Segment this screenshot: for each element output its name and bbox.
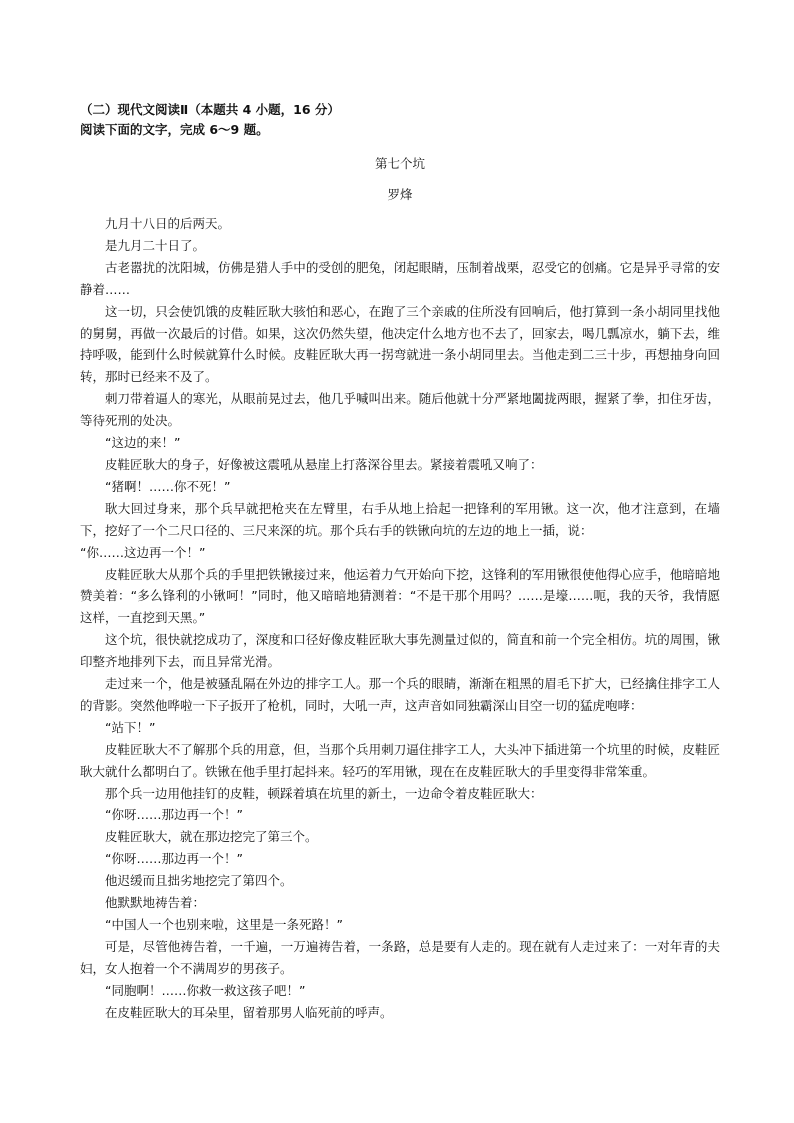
paragraph: 皮鞋匠耿大的身子，好像被这震吼从悬崖上打落深谷里去。紧接着震吼又响了： (105, 456, 543, 472)
paragraph: “你呀……那边再一个！” (105, 851, 243, 867)
instruction-line: 阅读下面的文字，完成 6～9 题。 (80, 122, 269, 137)
paragraph: 皮鞋匠耿大，就在那边挖完了第三个。 (105, 829, 318, 845)
paragraph: 皮鞋匠耿大从那个兵的手里把铁锹接过来，他运着力气开始向下挖，这锋利的军用锹很使他得心应手，他暗暗地赞美着：“多么锋利的小锹呵！”同时，他又暗暗地猜测着：“不是干那个用吗？……是壕……呃，我的天爷，我情愿这样，一直挖到天黑。” (80, 566, 720, 626)
article-author: 罗烽 (387, 187, 413, 202)
paragraph: 古老嚣扰的沈阳城，仿佛是猎人手中的受创的肥兔，闭起眼睛，压制着战栗，忍受它的创痛。它是异乎寻常的安静着…… (80, 259, 720, 297)
document-page (80, 100, 720, 1024)
paragraph: “站下！” (105, 719, 156, 735)
article-title: 第七个坑 (374, 156, 425, 171)
paragraph: 是九月二十日了。 (105, 237, 206, 253)
paragraph: 在皮鞋匠耿大的耳朵里，留着那男人临死前的呼声。 (105, 1004, 393, 1020)
paragraph: 可是，尽管他祷告着，一千遍，一万遍祷告着，一条路，总是要有人走的。现在就有人走过来了：一对年青的夫妇，女人抱着一个不满周岁的男孩子。 (80, 938, 720, 976)
paragraph: “你呀……那边再一个！” (105, 807, 243, 823)
paragraph: 他迟缓而且拙劣地挖完了第四个。 (105, 873, 293, 889)
paragraph: “这边的来！” (105, 435, 181, 451)
paragraph: 走过来一个，他是被骚乱隔在外边的排字工人。那一个兵的眼睛，渐渐在粗黑的眉毛下扩大，已经擒住排字工人的背影。突然他哗啦一下子扳开了枪机，同时，大吼一声，这声音如同独霸深山目空一切的猛虎咆哮： (80, 676, 720, 713)
paragraph: 耿大回过身来，那个兵早就把枪夹在左臂里，右手从地上拾起一把锋利的军用锹。这一次，他才注意到，在墙下，挖好了一个二尺口径的、三尺来深的坑。那个兵右手的铁锹向坑的左边的地上一插，说： (80, 500, 720, 538)
paragraph: 九月十八日的后两天。 (105, 216, 231, 231)
paragraph: “你……这边再一个！” (80, 544, 206, 560)
paragraph: “中国人一个也别来啦，这里是一条死路！” (105, 917, 343, 932)
section-header: （二）现代文阅读Ⅱ（本题共 4 小题，16 分） (80, 102, 340, 117)
paragraph: 那个兵一边用他挂钉的皮鞋，顿踩着填在坑里的新土，一边命令着皮鞋匠耿大： (105, 785, 543, 801)
article-body (80, 213, 720, 1024)
paragraph: “同胞啊！……你救一救这孩子吧！” (105, 982, 306, 998)
paragraph: “猪啊！……你不死！” (105, 478, 231, 494)
paragraph: 皮鞋匠耿大不了解那个兵的用意，但，当那个兵用刺刀逼住排字工人，大头冲下插进第一个坑里的时候，皮鞋匠耿大就什么都明白了。铁锹在他手里打起抖来。轻巧的军用锹，现在在皮鞋匠耿大的手里变得非常笨重。 (80, 741, 720, 779)
paragraph: 这个坑，很快就挖成功了，深度和口径好像皮鞋匠耿大事先测量过似的，简直和前一个完全相仿。坑的周围，锹印整齐地排列下去，而且异常光滑。 (80, 632, 720, 670)
paragraph: 这一切，只会使饥饿的皮鞋匠耿大骇怕和恶心，在跑了三个亲戚的住所没有回响后，他打算到一条小胡同里找他的舅舅，再做一次最后的讨借。如果，这次仍然失望，他决定什么地方也不去了，回家去，喝几瓢凉水，躺下去，维持呼吸，能到什么时候就算什么时候。皮鞋匠耿大再一拐弯就进一条小胡同里去。当他走到二三十步，再想抽身向回转，那时已经来不及了。 (80, 303, 720, 385)
paragraph: 刺刀带着逼人的寒光，从眼前晃过去，他几乎喊叫出来。随后他就十分严紧地闔拢两眼，握紧了拳，扣住牙齿，等待死刑的处决。 (80, 391, 720, 429)
paragraph: 他默默地祷告着： (105, 895, 206, 911)
